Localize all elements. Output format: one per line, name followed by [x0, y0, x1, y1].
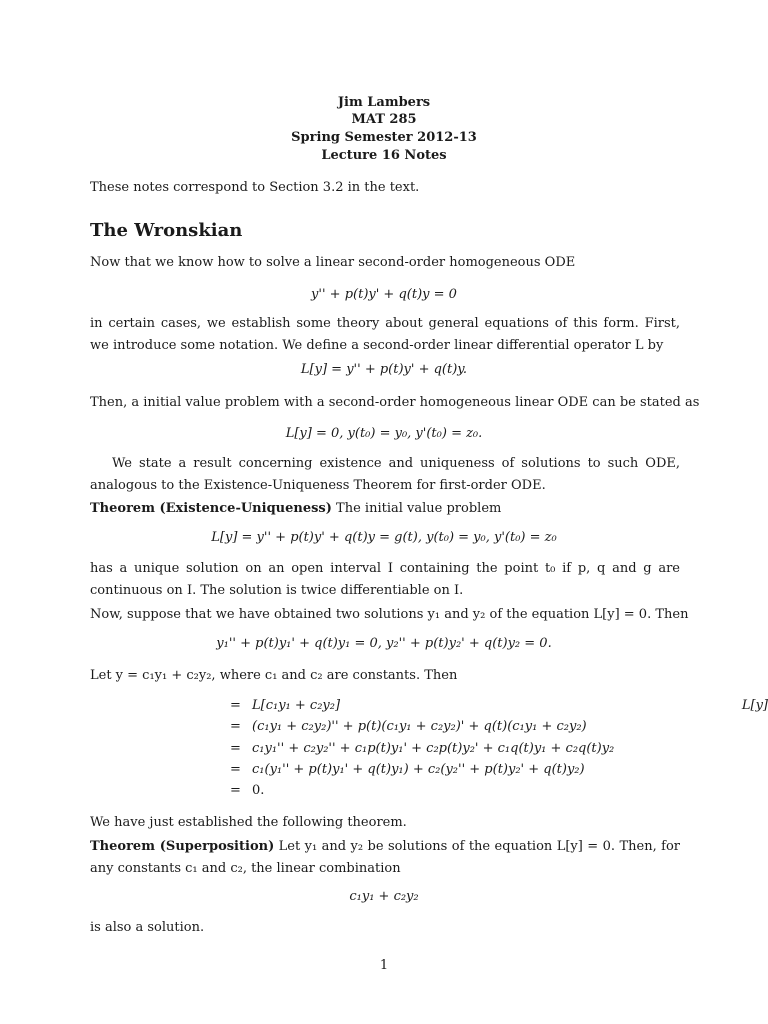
derivation-lhs: L[y] — [741, 698, 768, 713]
equation-operator: L[y] = y'' + p(t)y' + q(t)y. — [300, 362, 468, 377]
page-number: 1 — [379, 958, 389, 973]
theorem-label: Theorem (Existence-Uniqueness) — [90, 501, 332, 516]
header-lecture: Lecture 16 Notes — [321, 148, 447, 163]
derivation-line: L[c₁y₁ + c₂y₂] — [252, 698, 341, 713]
paragraph-7: Let y = c₁y₁ + c₂y₂, where c₁ and c₂ are constants. Then — [90, 668, 458, 683]
theorem-superposition — [90, 836, 680, 880]
section-title: The Wronskian — [90, 220, 243, 241]
equation-linear-combination: c₁y₁ + c₂y₂ — [349, 889, 419, 904]
paragraph-1: Now that we know how to solve a linear second-order homogeneous ODE — [90, 255, 576, 270]
derivation-line: 0. — [252, 783, 265, 798]
theorem-text: Let y₁ and y₂ be solutions of the equation L[y] = 0. Then, for any constants c₁ and c₂, the linear combination — [90, 839, 681, 876]
paragraph-8: We have just established the following theorem. — [90, 815, 407, 830]
theorem-text: The initial value problem — [336, 501, 502, 516]
paragraph-2: in certain cases, we establish some theory about general equations of this form. First, we introduce some notation. We define a second-order linear differential operator L by — [90, 316, 680, 353]
paragraph-3: Then, a initial value problem with a second-order homogeneous linear ODE can be stated as — [90, 395, 700, 410]
equation-ode: y'' + p(t)y' + q(t)y = 0 — [311, 287, 457, 302]
header-semester: Spring Semester 2012-13 — [291, 130, 477, 145]
equation-two-solutions: y₁'' + p(t)y₁' + q(t)y₁ = 0, y₂'' + p(t)y₂' + q(t)y₂ = 0. — [216, 636, 552, 651]
derivation-eq-sign: = — [230, 698, 241, 713]
derivation-line: c₁(y₁'' + p(t)y₁' + q(t)y₁) + c₂(y₂'' + p(t)y₂' + q(t)y₂) — [252, 762, 585, 777]
derivation-eq-sign: = — [230, 783, 241, 798]
derivation-eq-sign: = — [230, 762, 241, 777]
header-author: Jim Lambers — [337, 95, 431, 110]
paragraph-4: We state a result concerning existence and uniqueness of solutions to such ODE, analogous to the Existence-Uniqueness Theorem for first-order ODE. — [90, 456, 680, 493]
paragraph-5: has a unique solution on an open interval I containing the point t₀ if p, q and g are continuous on I. The solution is twice differentiable on I. — [90, 561, 680, 598]
equation-nonhomogeneous-ivp: L[y] = y'' + p(t)y' + q(t)y = g(t), y(t₀) = y₀, y'(t₀) = z₀ — [211, 530, 557, 545]
equation-ivp: L[y] = 0, y(t₀) = y₀, y'(t₀) = z₀. — [285, 426, 483, 441]
intro-text: These notes correspond to Section 3.2 in the text. — [90, 180, 420, 195]
header-course: MAT 285 — [351, 112, 417, 127]
theorem-existence-uniqueness — [90, 500, 501, 517]
paragraph-9: is also a solution. — [90, 920, 205, 935]
theorem-label: Theorem (Superposition) — [90, 839, 275, 854]
paragraph-6: Now, suppose that we have obtained two solutions y₁ and y₂ of the equation L[y] = 0. Then — [90, 607, 689, 622]
derivation-eq-sign: = — [230, 741, 241, 756]
derivation-eq-sign: = — [230, 719, 241, 734]
derivation-line: (c₁y₁ + c₂y₂)'' + p(t)(c₁y₁ + c₂y₂)' + q(t)(c₁y₁ + c₂y₂) — [252, 719, 587, 734]
derivation-line: c₁y₁'' + c₂y₂'' + c₁p(t)y₁' + c₂p(t)y₂' + c₁q(t)y₁ + c₂q(t)y₂ — [252, 741, 615, 756]
